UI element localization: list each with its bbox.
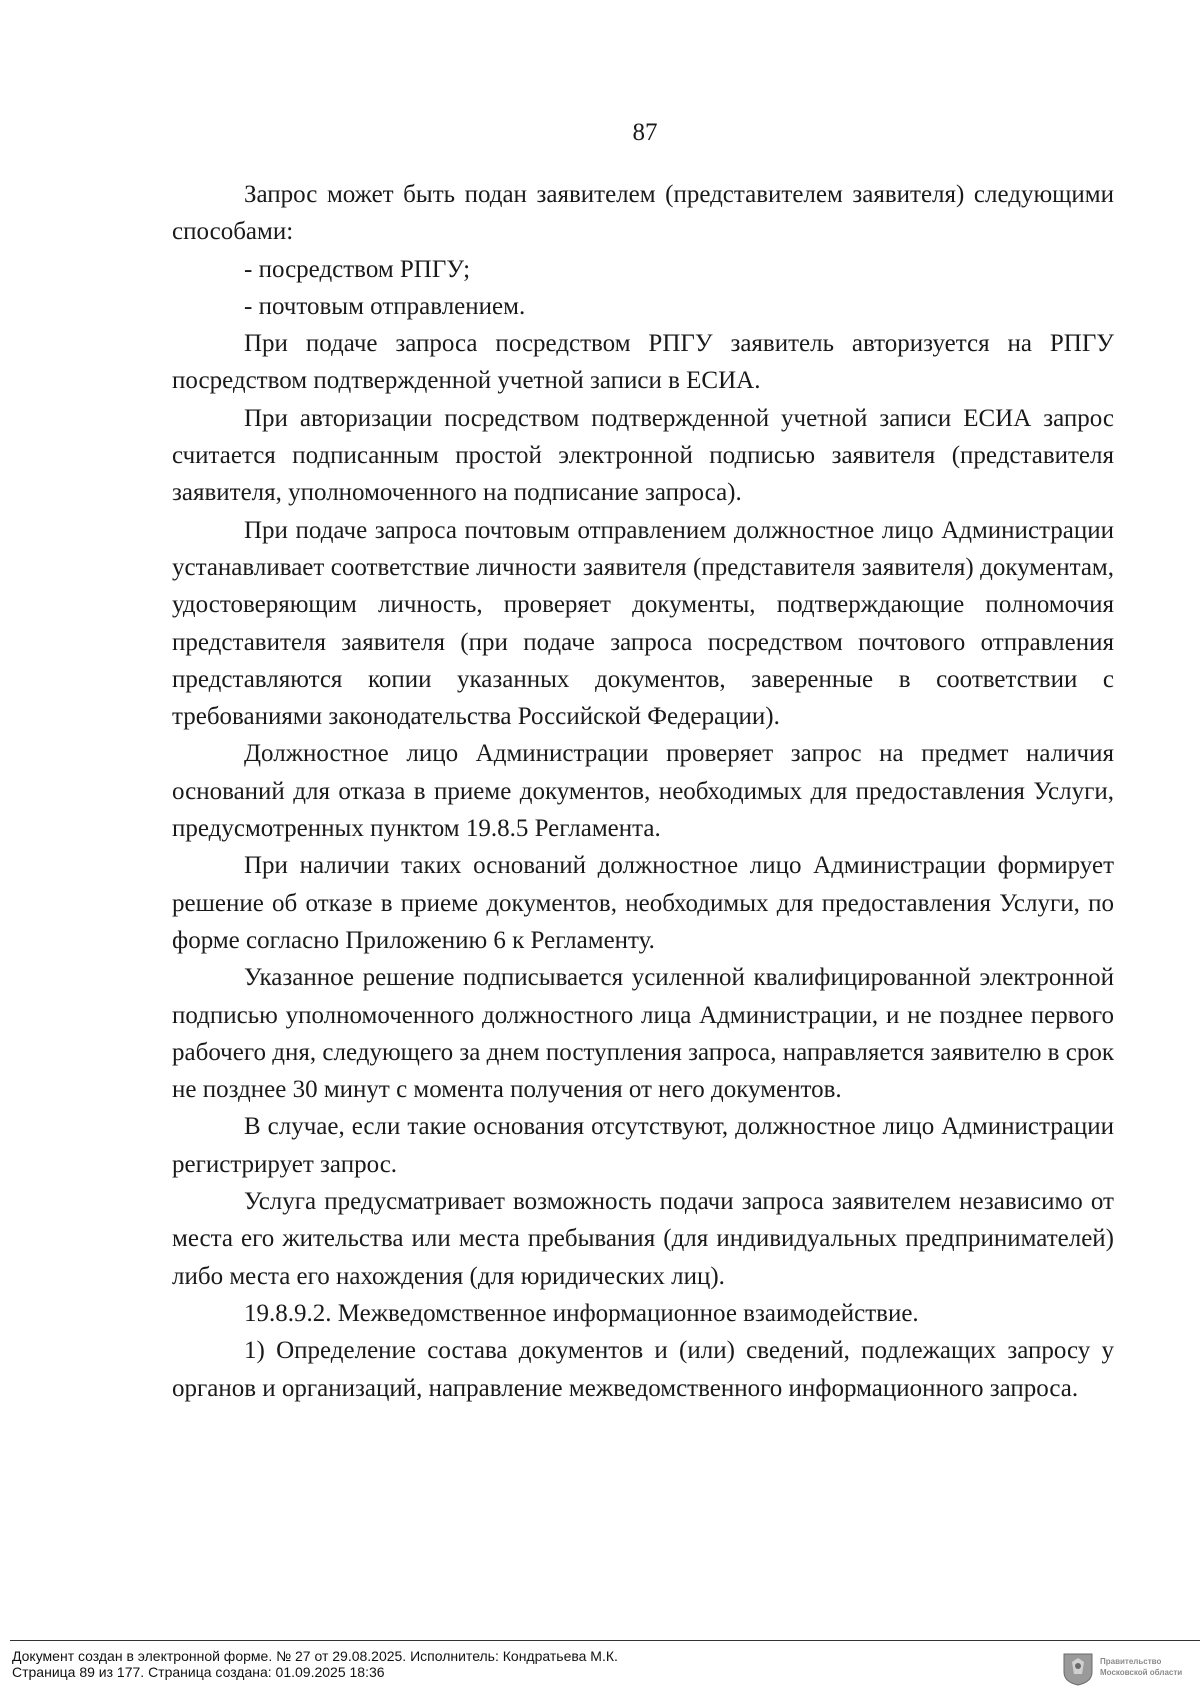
page-number: 87 xyxy=(632,119,658,146)
paragraph: При наличии таких оснований должностное лицо Администрации формирует решение об отказе в приеме документов, необходимых для предоставления Услуги, по форме согласно Приложению 6 к Регламенту. xyxy=(172,852,1114,954)
footer-document-info: Документ создан в электронной форме. № 27 от 29.08.2025. Исполнитель: Кондратьева М.К. xyxy=(12,1648,618,1664)
footer-divider xyxy=(10,1640,1200,1641)
paragraph: При подаче запроса посредством РПГУ заявитель авторизуется на РПГУ посредством подтвержденной учетной записи в ЕСИА. xyxy=(172,330,1114,395)
list-item: - почтовым отправлением. xyxy=(244,292,526,320)
paragraph: При авторизации посредством подтвержденной учетной записи ЕСИА запрос считается подписанным простой электронной подписью заявителя (представителя заявителя, уполномоченного на подписание запроса). xyxy=(172,404,1114,507)
paragraph: Услуга предусматривает возможность подачи запроса заявителем независимо от места его жительства или места пребывания (для индивидуальных предпринимателей) либо места его нахождения (для юридических лиц). xyxy=(172,1188,1114,1290)
document-body xyxy=(172,176,1114,1407)
paragraph: 1) Определение состава документов и (или) сведений, подлежащих запросу у органов и организаций, направление межведомственного информационного запроса. xyxy=(172,1337,1114,1402)
document-footer xyxy=(0,1640,1200,1698)
paragraph: Должностное лицо Администрации проверяет запрос на предмет наличия оснований для отказа в приеме документов, необходимых для предоставления Услуги, предусмотренных пунктом 19.8.5 Регламента. xyxy=(172,740,1114,843)
footer-meta xyxy=(12,1648,618,1680)
list-item: - посредством РПГУ; xyxy=(244,255,471,283)
government-logo xyxy=(1058,1650,1198,1690)
paragraph: При подаче запроса почтовым отправлением должностное лицо Администрации устанавливает соответствие личности заявителя (представителя заявителя) документам, удостоверяющим личность, проверяет документы, подтверждающие полномочия представителя заявителя (при подаче запроса посредством почтового отправления представляются копии указанных документов, заверенные в соответствии с требованиями законодательства Российской Федерации). xyxy=(172,516,1114,731)
section-heading: 19.8.9.2. Межведомственное информационное взаимодействие. xyxy=(244,1299,919,1327)
logo-caption: Правительство Московской области xyxy=(1100,1657,1183,1677)
paragraph: Указанное решение подписывается усиленной квалифицированной электронной подписью уполномоченного должностного лица Администрации, и не позднее первого рабочего дня, следующего за днем поступления запроса, направляется заявителю в срок не позднее 30 минут с момента получения от него документов. xyxy=(172,964,1114,1104)
paragraph: Запрос может быть подан заявителем (представителем заявителя) следующими способами: xyxy=(172,181,1114,246)
coat-of-arms-icon xyxy=(1062,1652,1094,1686)
paragraph: В случае, если такие основания отсутствуют, должностное лицо Администрации регистрирует запрос. xyxy=(172,1113,1114,1178)
footer-page-info: Страница 89 из 177. Страница создана: 01.09.2025 18:36 xyxy=(12,1664,385,1680)
